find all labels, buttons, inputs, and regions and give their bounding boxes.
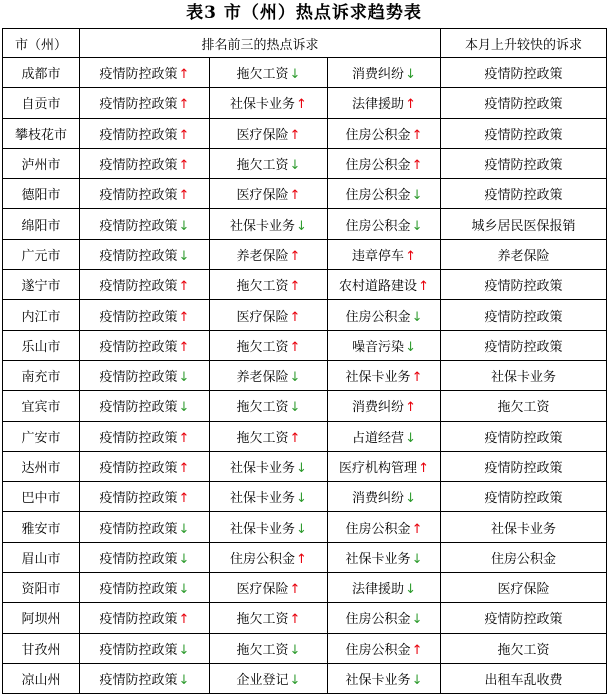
hotspot-label: 社保卡业务 [230,97,296,113]
arrow-down-icon: ↓ [289,673,301,689]
rising-cell: 社保卡业务 [441,360,607,390]
hotspot-label: 法律援助 [352,97,405,113]
hotspot-cell [328,58,441,88]
arrow-up-icon: ↑ [411,127,423,143]
header-top3: 排名前三的热点诉求 [80,29,441,58]
arrow-up-icon: ↑ [289,248,301,264]
hotspot-cell [328,482,441,512]
table-row [3,239,607,269]
hotspot-cell [210,270,328,300]
city-cell: 达州市 [3,451,80,481]
hotspot-cell [328,148,441,178]
hotspot-label: 疫情防控政策 [99,218,178,234]
arrow-down-icon: ↓ [411,218,423,234]
arrow-down-icon: ↓ [178,582,190,598]
hotspot-cell [210,148,328,178]
rising-cell: 疫情防控政策 [441,88,607,118]
hotspot-cell [328,421,441,451]
hotspot-label: 消费纠纷 [352,491,405,507]
hotspot-label: 住房公积金 [345,218,411,234]
arrow-up-icon: ↑ [289,188,301,204]
hotspot-cell [328,633,441,663]
hotspot-cell [80,88,210,118]
city-cell: 自贡市 [3,88,80,118]
hotspot-cell [80,239,210,269]
hotspot-cell [328,391,441,421]
arrow-up-icon: ↑ [289,309,301,325]
hotspot-label: 社保卡业务 [230,218,296,234]
hotspot-label: 法律援助 [352,582,405,598]
hotspot-cell [80,300,210,330]
hotspot-cell [328,270,441,300]
hotspot-label: 疫情防控政策 [99,339,178,355]
arrow-up-icon: ↑ [405,400,416,416]
city-cell: 雅安市 [3,512,80,542]
city-cell: 资阳市 [3,573,80,603]
hotspot-label: 住房公积金 [345,612,411,628]
hotspot-cell [80,360,210,390]
rising-cell: 疫情防控政策 [441,421,607,451]
table-body [3,58,607,694]
table-row [3,573,607,603]
hotspot-label: 拖欠工资 [236,158,289,174]
rising-cell: 疫情防控政策 [441,270,607,300]
hotspot-label: 社保卡业务 [230,521,296,537]
table-row [3,360,607,390]
hotspot-label: 疫情防控政策 [99,430,178,446]
hotspot-cell [80,633,210,663]
arrow-up-icon: ↑ [178,158,190,174]
city-cell: 乐山市 [3,330,80,360]
table-row [3,330,607,360]
arrow-down-icon: ↓ [296,491,307,507]
hotspot-cell [80,482,210,512]
city-cell: 阿坝州 [3,603,80,633]
rising-cell: 疫情防控政策 [441,148,607,178]
hotspot-label: 医疗保险 [236,309,289,325]
arrow-down-icon: ↓ [296,218,307,234]
header-rising: 本月上升较快的诉求 [441,29,607,58]
hotspot-label: 疫情防控政策 [99,309,178,325]
hotspot-label: 企业登记 [236,673,289,689]
hotspot-label: 医疗保险 [236,582,289,598]
hotspot-cell [210,421,328,451]
table-title: 表3 市（州）热点诉求趋势表 [186,3,422,23]
hotspot-label: 住房公积金 [230,551,296,567]
arrow-down-icon: ↓ [411,612,423,628]
hotspot-cell [80,603,210,633]
rising-cell: 疫情防控政策 [441,482,607,512]
rising-cell: 疫情防控政策 [441,118,607,148]
arrow-up-icon: ↑ [178,430,190,446]
arrow-up-icon: ↑ [289,430,301,446]
hotspot-cell [328,118,441,148]
hotspot-label: 疫情防控政策 [99,248,178,264]
rising-cell: 疫情防控政策 [441,451,607,481]
hotspot-cell [328,330,441,360]
hotspot-cell [328,451,441,481]
hotspot-label: 住房公积金 [345,127,411,143]
hotspot-cell [210,512,328,542]
hotspot-cell [210,58,328,88]
hotspot-label: 疫情防控政策 [99,582,178,598]
arrow-up-icon: ↑ [418,279,429,295]
hotspot-cell [210,360,328,390]
arrow-up-icon: ↑ [411,521,423,537]
hotspot-label: 拖欠工资 [236,339,289,355]
hotspot-cell [210,300,328,330]
hotspot-cell [80,451,210,481]
arrow-up-icon: ↑ [178,67,190,83]
table-row [3,603,607,633]
header-row [3,29,607,58]
arrow-up-icon: ↑ [289,279,301,295]
hotspot-cell [328,209,441,239]
arrow-down-icon: ↓ [405,582,416,598]
arrow-down-icon: ↓ [296,521,307,537]
rising-cell: 疫情防控政策 [441,603,607,633]
arrow-down-icon: ↓ [178,218,190,234]
arrow-up-icon: ↑ [178,127,190,143]
arrow-down-icon: ↓ [289,642,301,658]
hotspot-cell [210,603,328,633]
hotspot-label: 占道经营 [352,430,405,446]
arrow-down-icon: ↓ [178,551,190,567]
table-row [3,391,607,421]
hotspot-label: 消费纠纷 [352,400,405,416]
hotspot-label: 疫情防控政策 [99,551,178,567]
hotspot-cell [80,209,210,239]
hotspot-cell [210,663,328,693]
hotspot-label: 拖欠工资 [236,279,289,295]
city-cell: 广安市 [3,421,80,451]
hotspot-cell [210,88,328,118]
hotspot-cell [80,391,210,421]
arrow-up-icon: ↑ [405,248,416,264]
arrow-up-icon: ↑ [178,188,190,204]
hotspot-cell [210,391,328,421]
arrow-down-icon: ↓ [178,642,190,658]
hotspot-label: 疫情防控政策 [99,158,178,174]
arrow-up-icon: ↑ [178,97,190,113]
hotspot-cell [328,603,441,633]
arrow-down-icon: ↓ [178,248,190,264]
hotspot-label: 住房公积金 [345,521,411,537]
hotspot-label: 社保卡业务 [345,551,411,567]
hotspot-cell [80,542,210,572]
arrow-down-icon: ↓ [178,370,190,386]
hotspot-label: 拖欠工资 [236,642,289,658]
rising-cell: 疫情防控政策 [441,179,607,209]
hotspot-label: 疫情防控政策 [99,127,178,143]
hotspot-cell [328,300,441,330]
hotspot-label: 疫情防控政策 [99,279,178,295]
city-cell: 巴中市 [3,482,80,512]
table-row [3,179,607,209]
arrow-up-icon: ↑ [178,612,190,628]
hotspot-label: 社保卡业务 [230,461,296,476]
hotspot-cell [328,512,441,542]
hotspot-label: 拖欠工资 [236,400,289,416]
hotspot-cell [210,330,328,360]
table-row [3,451,607,481]
rising-cell: 拖欠工资 [441,391,607,421]
table-row [3,58,607,88]
arrow-up-icon: ↑ [178,279,190,295]
table-row [3,512,607,542]
hotspot-cell [328,573,441,603]
hotspot-trend-table [2,28,607,694]
hotspot-label: 社保卡业务 [345,673,411,689]
arrow-up-icon: ↑ [411,158,423,174]
city-cell: 南充市 [3,360,80,390]
arrow-up-icon: ↑ [289,339,301,355]
hotspot-cell [210,179,328,209]
rising-cell: 出租车乱收费 [441,663,607,693]
rising-cell: 疫情防控政策 [441,58,607,88]
hotspot-label: 疫情防控政策 [99,188,178,204]
arrow-up-icon: ↑ [289,612,301,628]
hotspot-cell [328,179,441,209]
header-city: 市（州） [3,29,80,58]
city-cell: 绵阳市 [3,209,80,239]
hotspot-label: 疫情防控政策 [99,97,178,113]
hotspot-label: 疫情防控政策 [99,491,178,507]
arrow-down-icon: ↓ [296,461,307,476]
hotspot-cell [80,118,210,148]
rising-cell: 医疗保险 [441,573,607,603]
hotspot-label: 社保卡业务 [230,491,296,507]
hotspot-label: 农村道路建设 [339,279,418,295]
rising-cell: 疫情防控政策 [441,300,607,330]
arrow-up-icon: ↑ [411,642,423,658]
hotspot-label: 疫情防控政策 [99,370,178,386]
hotspot-cell [210,239,328,269]
hotspot-label: 拖欠工资 [236,430,289,446]
rising-cell: 社保卡业务 [441,512,607,542]
hotspot-label: 拖欠工资 [236,612,289,628]
table-row [3,88,607,118]
city-cell: 广元市 [3,239,80,269]
hotspot-label: 疫情防控政策 [99,400,178,416]
rising-cell: 养老保险 [441,239,607,269]
arrow-down-icon: ↓ [178,673,190,689]
table-row [3,663,607,693]
city-cell: 成都市 [3,58,80,88]
city-cell: 凉山州 [3,663,80,693]
arrow-down-icon: ↓ [411,309,423,325]
arrow-up-icon: ↑ [296,97,307,113]
table-row [3,118,607,148]
table-row [3,270,607,300]
hotspot-label: 住房公积金 [345,188,411,204]
arrow-up-icon: ↑ [405,97,416,113]
arrow-down-icon: ↓ [405,430,416,446]
arrow-up-icon: ↑ [296,551,307,567]
arrow-up-icon: ↑ [411,370,423,386]
hotspot-cell [80,148,210,178]
hotspot-label: 养老保险 [236,370,289,386]
hotspot-label: 拖欠工资 [236,67,289,83]
arrow-up-icon: ↑ [178,461,190,476]
city-cell: 泸州市 [3,148,80,178]
table-row [3,300,607,330]
hotspot-cell [210,573,328,603]
table-row [3,421,607,451]
hotspot-label: 住房公积金 [345,309,411,325]
arrow-down-icon: ↓ [178,400,190,416]
hotspot-label: 消费纠纷 [352,67,405,83]
hotspot-label: 疫情防控政策 [99,612,178,628]
hotspot-label: 社保卡业务 [345,370,411,386]
hotspot-label: 住房公积金 [345,642,411,658]
hotspot-label: 疫情防控政策 [99,673,178,689]
arrow-down-icon: ↓ [289,67,301,83]
hotspot-label: 医疗保险 [236,127,289,143]
hotspot-cell [210,633,328,663]
table-row [3,209,607,239]
hotspot-cell [328,360,441,390]
arrow-down-icon: ↓ [411,673,423,689]
arrow-up-icon: ↑ [178,339,190,355]
arrow-up-icon: ↑ [178,309,190,325]
arrow-down-icon: ↓ [405,339,416,355]
table-row [3,542,607,572]
hotspot-label: 医疗机构管理 [339,461,418,476]
rising-cell: 疫情防控政策 [441,330,607,360]
city-cell: 遂宁市 [3,270,80,300]
hotspot-cell [80,330,210,360]
hotspot-cell [210,542,328,572]
city-cell: 内江市 [3,300,80,330]
hotspot-label: 住房公积金 [345,158,411,174]
hotspot-cell [210,209,328,239]
hotspot-cell [210,451,328,481]
hotspot-cell [328,663,441,693]
arrow-up-icon: ↑ [289,127,301,143]
hotspot-cell [80,663,210,693]
hotspot-label: 疫情防控政策 [99,67,178,83]
city-cell: 德阳市 [3,179,80,209]
arrow-down-icon: ↓ [289,370,301,386]
arrow-down-icon: ↓ [178,521,190,537]
city-cell: 眉山市 [3,542,80,572]
hotspot-label: 疫情防控政策 [99,521,178,537]
hotspot-label: 医疗保险 [236,188,289,204]
hotspot-cell [80,58,210,88]
city-cell: 攀枝花市 [3,118,80,148]
hotspot-cell [80,573,210,603]
arrow-down-icon: ↓ [405,67,416,83]
hotspot-cell [210,118,328,148]
city-cell: 甘孜州 [3,633,80,663]
arrow-down-icon: ↓ [289,400,301,416]
hotspot-cell [80,179,210,209]
hotspot-cell [80,512,210,542]
hotspot-label: 疫情防控政策 [99,461,178,476]
hotspot-label: 养老保险 [236,248,289,264]
rising-cell: 拖欠工资 [441,633,607,663]
table-row [3,633,607,663]
hotspot-label: 疫情防控政策 [99,642,178,658]
arrow-down-icon: ↓ [289,158,301,174]
rising-cell: 住房公积金 [441,542,607,572]
hotspot-cell [80,421,210,451]
arrow-up-icon: ↑ [289,582,301,598]
arrow-down-icon: ↓ [411,551,423,567]
hotspot-cell [328,542,441,572]
hotspot-cell [210,482,328,512]
hotspot-cell [328,88,441,118]
arrow-down-icon: ↓ [405,491,416,507]
hotspot-label: 违章停车 [352,248,405,264]
arrow-up-icon: ↑ [178,491,190,507]
table-row [3,148,607,178]
city-cell: 宜宾市 [3,391,80,421]
hotspot-label: 噪音污染 [352,339,405,355]
hotspot-cell [328,239,441,269]
rising-cell: 城乡居民医保报销 [441,209,607,239]
hotspot-cell [80,270,210,300]
arrow-up-icon: ↑ [418,461,429,476]
table-row [3,482,607,512]
arrow-down-icon: ↓ [411,188,423,204]
